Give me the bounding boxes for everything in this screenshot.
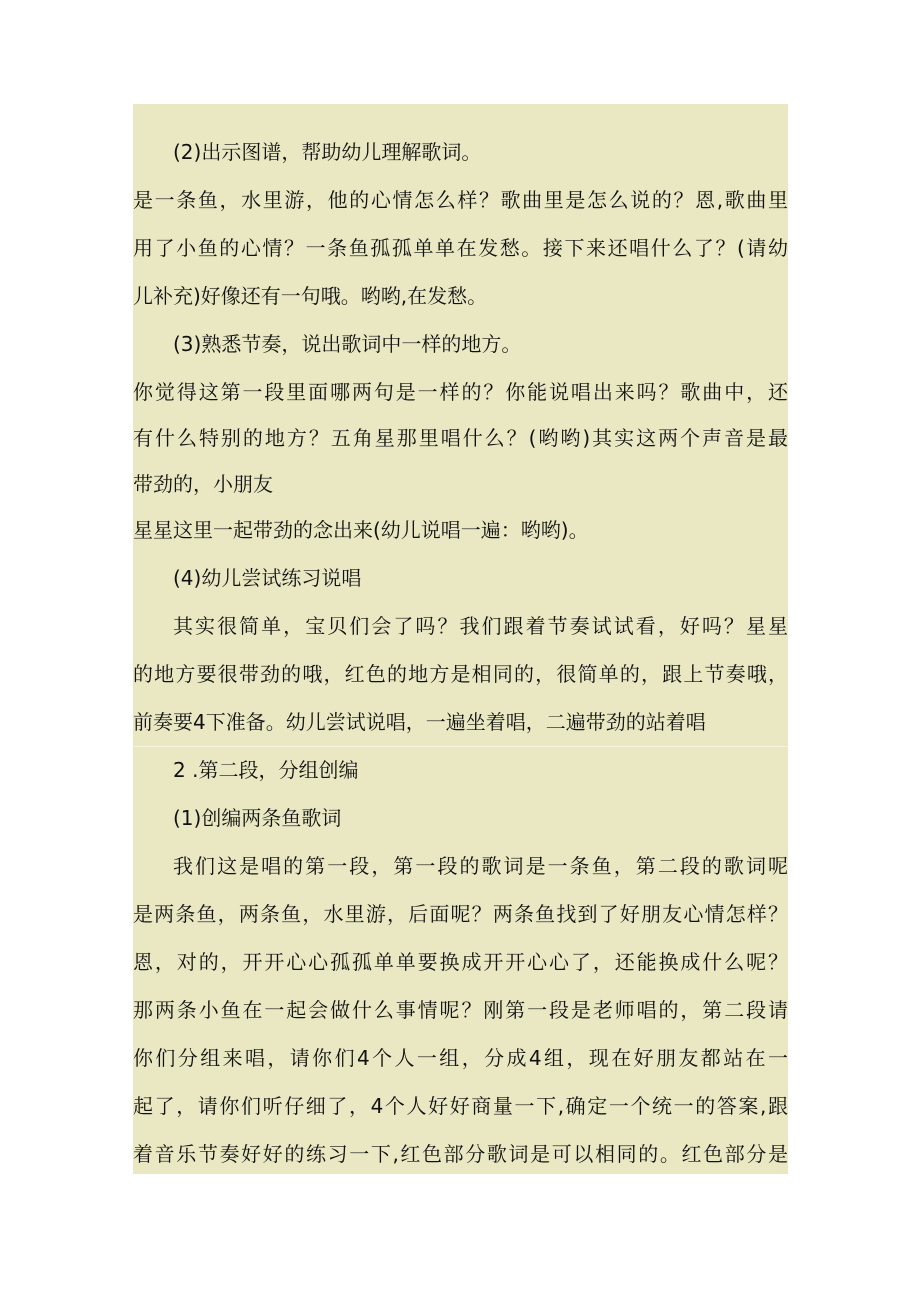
text-line-15: (1)创编两条鱼歌词 bbox=[173, 806, 342, 830]
text-line-18: 恩，对的，开开心心孤孤单单要换成开开心心了，还能换成什么呢？ bbox=[133, 950, 788, 974]
text-line-20: 你们分组来唱，请你们4个人一组，分成4组，现在好朋友都站在一 bbox=[133, 1046, 788, 1070]
text-line-8: 带劲的，小朋友 bbox=[133, 472, 273, 496]
highlighted-text-block bbox=[133, 104, 788, 1174]
text-line-2: 是一条鱼，水里游，他的心情怎么样？歌曲里是怎么说的？恩,歌曲里 bbox=[133, 188, 788, 212]
text-line-17: 是两条鱼，两条鱼，水里游，后面呢？两条鱼找到了好朋友心情怎样？ bbox=[133, 902, 788, 926]
text-line-1: (2)出示图谱，帮助幼儿理解歌词。 bbox=[173, 140, 482, 164]
text-line-6: 你觉得这第一段里面哪两句是一样的？你能说唱出来吗？歌曲中，还 bbox=[133, 380, 788, 404]
text-line-16: 我们这是唱的第一段，第一段的歌词是一条鱼，第二段的歌词呢 bbox=[173, 854, 788, 878]
text-line-4: 儿补充)好像还有一句哦。哟哟,在发愁。 bbox=[133, 284, 488, 308]
text-line-10: (4)幼儿尝试练习说唱 bbox=[173, 566, 362, 590]
text-line-12: 的地方要很带劲的哦，红色的地方是相同的，很简单的，跟上节奏哦， bbox=[133, 662, 788, 686]
text-line-7: 有什么特别的地方？五角星那里唱什么？(哟哟)其实这两个声音是最 bbox=[133, 426, 788, 450]
text-line-9: 星星这里一起带劲的念出来(幼儿说唱一遍：哟哟)。 bbox=[133, 518, 589, 542]
text-line-13: 前奏要4下准备。幼儿尝试说唱，一遍坐着唱，二遍带劲的站着唱 bbox=[133, 710, 706, 734]
text-line-11: 其实很简单，宝贝们会了吗？我们跟着节奏试试看，好吗？星星 bbox=[173, 614, 788, 638]
text-line-3: 用了小鱼的心情？一条鱼孤孤单单在发愁。接下来还唱什么了？(请幼 bbox=[133, 236, 788, 260]
text-line-22: 着音乐节奏好好的练习一下,红色部分歌词是可以相同的。红色部分是 bbox=[133, 1142, 788, 1166]
text-line-19: 那两条小鱼在一起会做什么事情呢？刚第一段是老师唱的，第二段请 bbox=[133, 998, 788, 1022]
text-line-21: 起了，请你们听仔细了，4个人好好商量一下,确定一个统一的答案,跟 bbox=[133, 1094, 788, 1118]
text-line-5: (3)熟悉节奏，说出歌词中一样的地方。 bbox=[173, 332, 522, 356]
text-line-14: 2 .第二段，分组创编 bbox=[173, 758, 359, 782]
